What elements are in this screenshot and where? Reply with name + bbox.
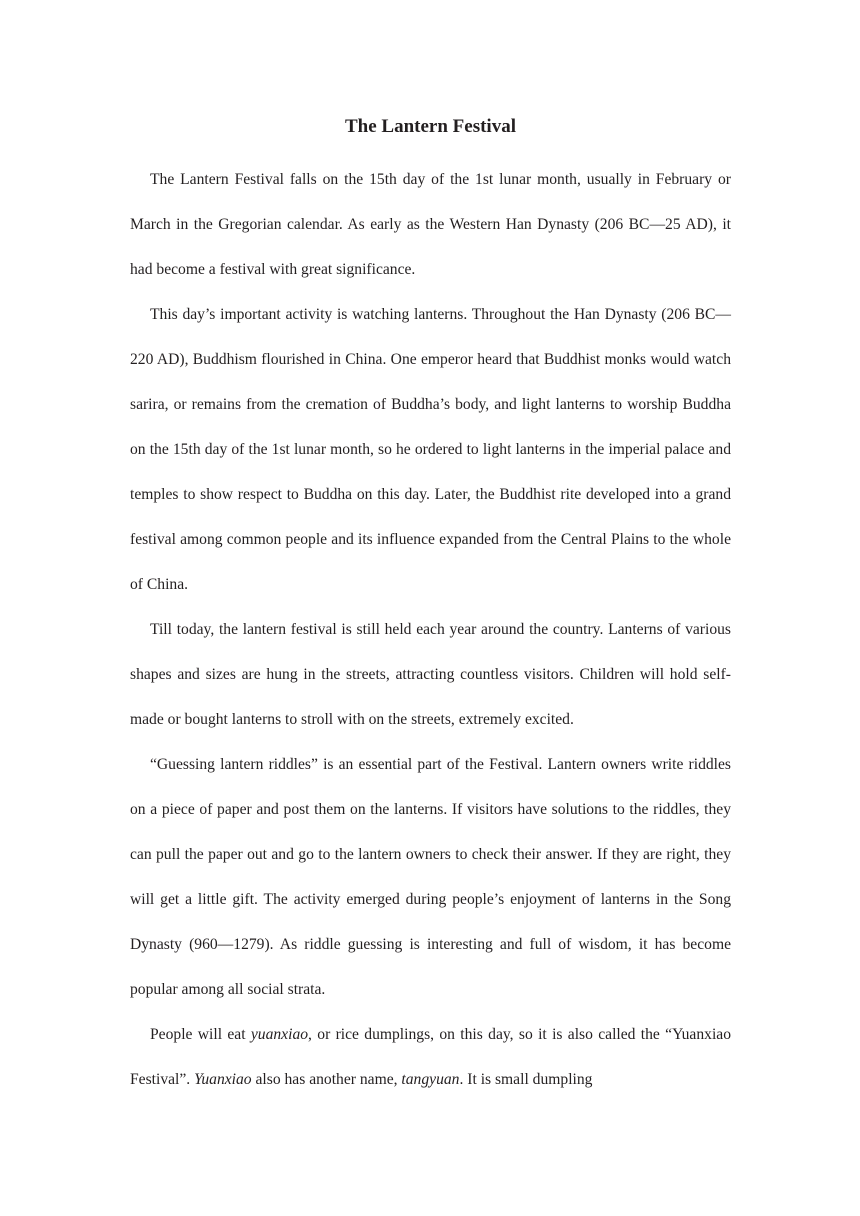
paragraph-yuanxiao-text-1: People will eat — [150, 1026, 251, 1043]
paragraph-yuanxiao-text-2: , or rice dumplings, on this day, so it is also called the “Yuanxiao Festival”. — [130, 1026, 731, 1088]
yuanxiao-term: yuanxiao — [250, 1026, 309, 1043]
paragraph-yuanxiao-text-4: . It is small dumpling — [459, 1071, 593, 1088]
document-body — [130, 112, 731, 1102]
yuanxiao-term-capitalized: Yuanxiao — [194, 1071, 252, 1088]
paragraph-festival-date: The Lantern Festival falls on the 15th day of the 1st lunar month, usually in February or March in the Gregorian calendar. As early as the Western Han Dynasty (206 BC—25 AD), it had become a festival with great significance. — [130, 171, 731, 278]
tangyuan-term: tangyuan — [401, 1071, 460, 1088]
paragraph-yuanxiao — [130, 1012, 731, 1102]
paragraph-lantern-riddles: “Guessing lantern riddles” is an essential part of the Festival. Lantern owners write riddles on a piece of paper and post them on the lanterns. If visitors have solutions to the riddles, they can pull the paper out and go to the lantern owners to check their answer. If they are right, they will get a little gift. The activity emerged during people’s enjoyment of lanterns in the Song Dynasty (960—1279). As riddle guessing is interesting and full of wisdom, it has become popular among all social strata. — [130, 756, 731, 998]
document-title: The Lantern Festival — [345, 116, 516, 137]
paragraph-lantern-festival-today: Till today, the lantern festival is still held each year around the country. Lanterns of various shapes and sizes are hung in the streets, attracting countless visitors. Children will hold self-made or bought lanterns to stroll with on the streets, extremely excited. — [130, 621, 731, 728]
paragraph-watching-lanterns: This day’s important activity is watching lanterns. Throughout the Han Dynasty (206 BC—220 AD), Buddhism flourished in China. One emperor heard that Buddhist monks would watch sarira, or remains from the cremation of Buddha’s body, and light lanterns to worship Buddha on the 15th day of the 1st lunar month, so he ordered to light lanterns in the imperial palace and temples to show respect to Buddha on this day. Later, the Buddhist rite developed into a grand festival among common people and its influence expanded from the Central Plains to the whole of China. — [130, 306, 731, 593]
paragraph-yuanxiao-text-3: also has another name, — [251, 1071, 402, 1088]
